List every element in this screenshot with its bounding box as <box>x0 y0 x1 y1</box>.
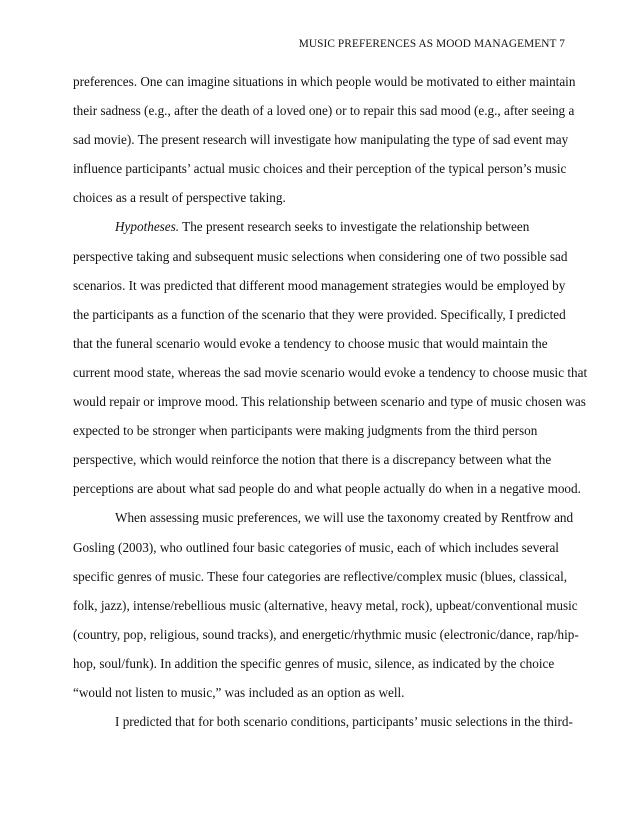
body-text <box>73 67 588 736</box>
body-line: (country, pop, religious, sound tracks), and energetic/rhythmic music (electronic/dance, rap/hip- <box>73 626 579 642</box>
body-line: scenarios. It was predicted that different mood management strategies would be employed by <box>73 277 566 293</box>
body-line: hop, soul/funk). In addition the specific genres of music, silence, as indicated by the choice <box>73 655 555 671</box>
body-line: perceptions are about what sad people do and what people actually do when in a negative mood. <box>73 481 581 497</box>
body-line: preferences. One can imagine situations in which people would be motivated to either maintain <box>73 74 576 89</box>
body-line: their sadness (e.g., after the death of a loved one) or to repair this sad mood (e.g., after seeing a <box>73 103 575 119</box>
body-line: influence participants’ actual music choices and their perception of the typical person’s music <box>73 161 567 177</box>
body-line: expected to be stronger when participants were making judgments from the third person <box>73 423 538 439</box>
body-line: I predicted that for both scenario conditions, participants’ music selections in the third- <box>115 714 573 730</box>
body-line: Gosling (2003), who outlined four basic categories of music, each of which includes several <box>73 539 559 555</box>
body-line: perspective, which would reinforce the notion that there is a discrepancy between what the <box>73 452 552 468</box>
body-line: that the funeral scenario would evoke a tendency to choose music that would maintain the <box>73 335 548 351</box>
hypotheses-text: The present research seeks to investigate the relationship between <box>179 219 530 235</box>
body-line: sad movie). The present research will investigate how manipulating the type of sad event may <box>73 132 569 148</box>
hypotheses-line <box>73 212 573 241</box>
body-line: the participants as a function of the scenario that they were provided. Specifically, I predicted <box>73 306 566 322</box>
body-line: perspective taking and subsequent music selections when considering one of two possible sad <box>73 248 568 264</box>
body-line: specific genres of music. These four categories are reflective/complex music (blues, classical, <box>73 568 568 584</box>
body-line: choices as a result of perspective taking. <box>73 190 286 206</box>
body-line: would repair or improve mood. This relationship between scenario and type of music chosen was <box>73 394 586 410</box>
body-line: folk, jazz), intense/rebellious music (alternative, heavy metal, rock), upbeat/conventional music <box>73 597 578 613</box>
running-head: MUSIC PREFERENCES AS MOOD MANAGEMENT 7 <box>298 38 565 50</box>
hypotheses-heading: Hypotheses. <box>115 219 180 235</box>
body-line: current mood state, whereas the sad movie scenario would evoke a tendency to choose music that <box>73 364 588 380</box>
body-line: “would not listen to music,” was included as an option as well. <box>73 684 405 700</box>
body-line: When assessing music preferences, we will use the taxonomy created by Rentfrow and <box>115 510 574 526</box>
